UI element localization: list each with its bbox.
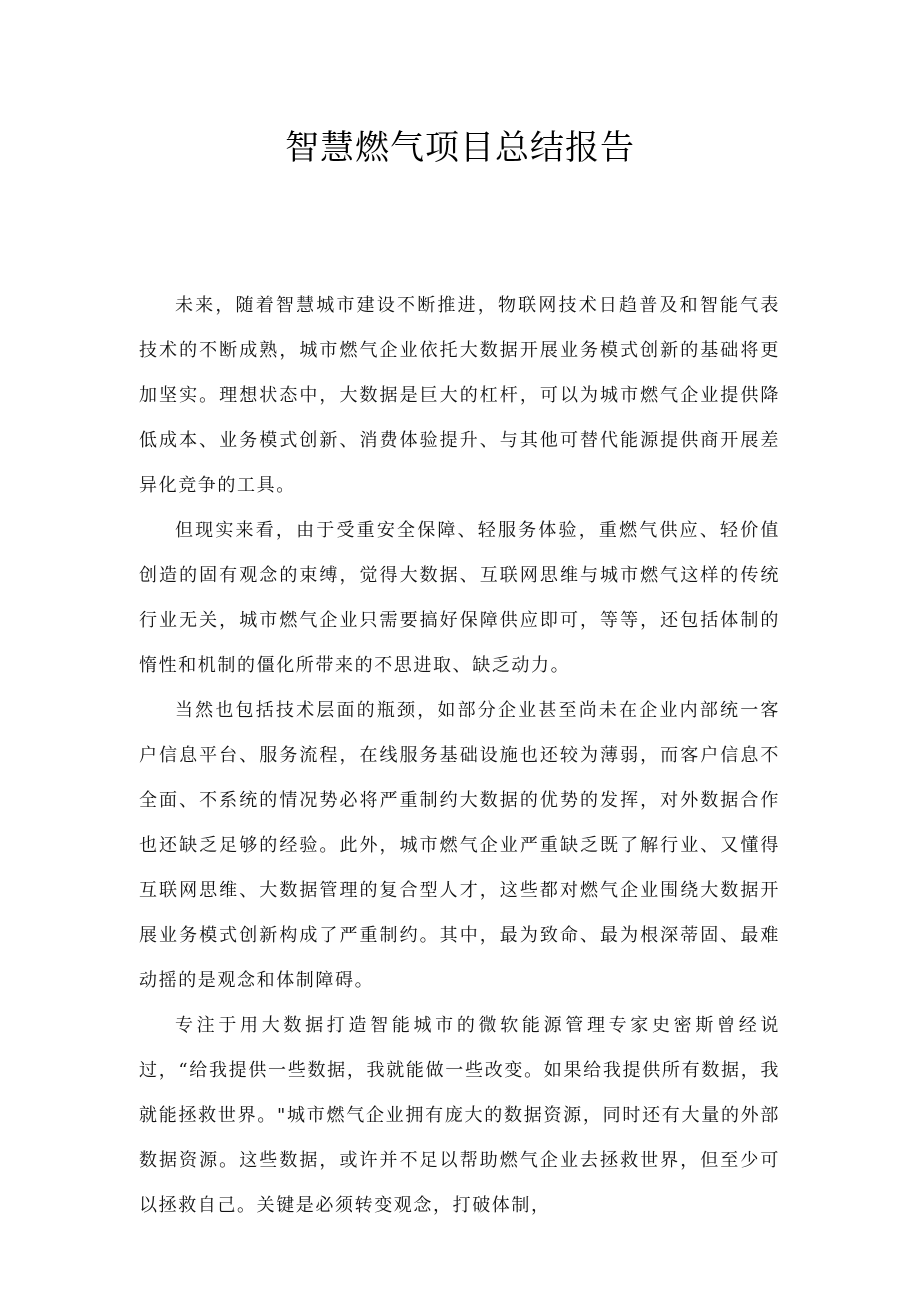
paragraph-1: 未来，随着智慧城市建设不断推进，物联网技术日趋普及和智能气表技术的不断成熟，城市燃气企业依托大数据开展业务模式创新的基础将更加坚实。理想状态中，大数据是巨大的杠杆，可以为城市燃气企业提供降低成本、业务模式创新、消费体验提升、与其他可替代能源提供商开展差异化竞争的工具。 bbox=[139, 295, 780, 496]
paragraph-4: 专注于用大数据打造智能城市的微软能源管理专家史密斯曾经说过，“给我提供一些数据，我就能做一些改变。如果给我提供所有数据，我就能拯救世界。"城市燃气企业拥有庞大的数据资源，同时还有大量的外部数据资源。这些数据，或许并不足以帮助燃气企业去拯救世界，但至少可以拯救自己。关键是必须转变观念，打破体制， bbox=[139, 1015, 780, 1216]
paragraph-2: 但现实来看，由于受重安全保障、轻服务体验，重燃气供应、轻价值创造的固有观念的束缚，觉得大数据、互联网思维与城市燃气这样的传统行业无关，城市燃气企业只需要搞好保障供应即可，等等，还包括体制的惰性和机制的僵化所带来的不思进取、缺乏动力。 bbox=[139, 520, 780, 676]
document-body bbox=[139, 283, 780, 1228]
paragraph-3: 当然也包括技术层面的瓶颈，如部分企业甚至尚未在企业内部统一客户信息平台、服务流程，在线服务基础设施也还较为薄弱，而客户信息不全面、不系统的情况势必将严重制约大数据的优势的发挥，对外数据合作也还缺乏足够的经验。此外，城市燃气企业严重缺乏既了解行业、又懂得互联网思维、大数据管理的复合型人才，这些都对燃气企业围绕大数据开展业务模式创新构成了严重制约。其中，最为致命、最为根深蒂固、最难动摇的是观念和体制障碍。 bbox=[139, 700, 780, 991]
document-title: 智慧燃气项目总结报告 bbox=[285, 128, 635, 168]
